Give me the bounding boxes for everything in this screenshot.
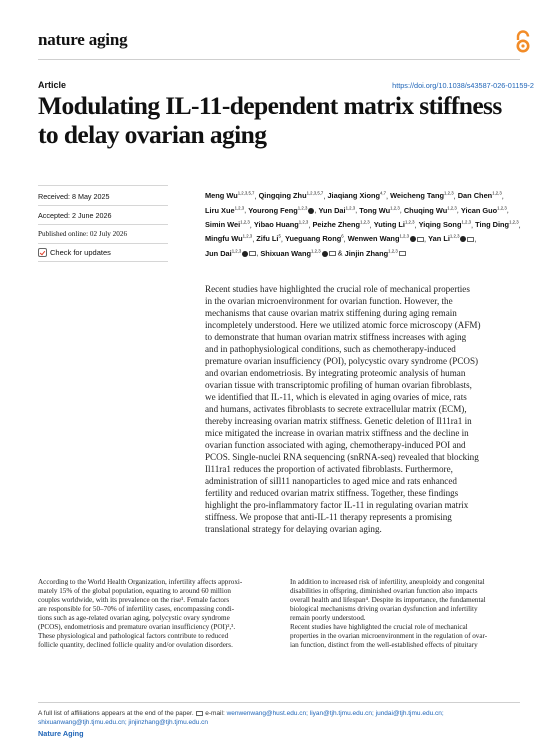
body-text-line: tions such as age-related ovarian aging, polycystic ovary syndrome <box>38 614 230 623</box>
abstract-line: mice mitigated the increase in ovarian matrix stiffness and the decline in <box>205 428 469 438</box>
author-name[interactable]: Yan Li <box>428 234 450 244</box>
article-title <box>38 91 538 149</box>
author-name[interactable]: Yun Dai <box>318 205 346 215</box>
received-date: Received: 8 May 2025 <box>38 192 110 201</box>
orcid-icon[interactable] <box>460 236 466 242</box>
article-type: Article <box>38 80 67 90</box>
meta-rule <box>38 261 168 262</box>
footnote <box>38 709 528 727</box>
abstract-line: mechanisms that cause ovarian matrix stiffening during aging remain <box>205 308 457 318</box>
check-updates-icon <box>38 248 47 257</box>
author-separator: , <box>474 234 477 244</box>
abstract-line: we identified that IL-11, which is elevated in aging ovaries of mice, rats <box>205 392 467 402</box>
author-affiliation: 4,7 <box>380 191 386 196</box>
author-name[interactable]: Yibao Huang <box>253 220 299 229</box>
abstract-line: fertility and reduced ovarian matrix stiffness. Together, these findings <box>205 488 459 498</box>
author-affiliation: 5 <box>278 233 281 239</box>
abstract-line: thereby increasing ovarian matrix stiffness. Genetic deletion of Il11ra1 in <box>205 416 472 426</box>
author-affiliation: 1,2,3 <box>242 233 253 239</box>
author-separator: , <box>280 234 285 244</box>
email-icon[interactable] <box>329 251 336 256</box>
author-separator: , <box>399 205 404 215</box>
author-separator: , <box>369 220 374 229</box>
author-affiliation: 1,2,3 <box>399 233 410 239</box>
author-name[interactable]: Jinjin Zhang <box>344 248 389 258</box>
body-text-line: are responsible for 50–70% of infertility cases, encompassing condi- <box>38 605 235 614</box>
author-separator: , <box>456 205 461 215</box>
author-affiliation: 1,2,3 <box>388 248 398 254</box>
orcid-icon[interactable] <box>410 236 416 242</box>
journal-name[interactable]: nature aging <box>38 30 128 49</box>
author-separator: , <box>414 220 419 229</box>
abstract-line: and humans, activates fibroblasts to secrete extracellular matrix (ECM), <box>205 404 467 414</box>
email-icon[interactable] <box>399 251 406 256</box>
author-affiliation: 1,2,3 <box>311 248 321 254</box>
body-text-line: ian function, distinct from the well-established effects of pituitary <box>290 641 478 650</box>
body-text-line: couples worldwide, with its prevalence on the rise¹. Female factors <box>38 596 230 605</box>
body-text-line: disabilities in offspring, diminished ovarian function also impacts <box>290 587 478 596</box>
author-affiliation: 1,2,3 <box>404 219 415 225</box>
author-separator: , <box>254 191 259 201</box>
check-updates-label: Check for updates <box>50 248 111 257</box>
author-separator: , <box>314 205 319 215</box>
email-label: e-mail: <box>205 710 225 717</box>
body-text-line: These physiological and pathological factors contribute to reduced <box>38 632 229 641</box>
author-name[interactable]: Shixuan Wang <box>260 248 312 258</box>
affiliation-note: A full list of affiliations appears at the end of the paper. <box>38 710 194 717</box>
author-name[interactable]: Tong Wu <box>359 205 391 215</box>
doi-link[interactable]: https://doi.org/10.1038/s43587-026-01159-2 <box>392 81 534 90</box>
author-affiliation: 1,2,3 <box>240 219 250 225</box>
check-for-updates-button[interactable] <box>38 248 111 257</box>
body-text-line: According to the World Health Organization, infertility affects approxi- <box>38 578 243 586</box>
email-links[interactable]: shixuanwang@tjh.tjmu.edu.cn; jinjinzhang@tjh.tjmu.edu.cn <box>38 719 209 726</box>
author-list <box>205 188 525 259</box>
header-rule <box>38 59 520 60</box>
orcid-icon[interactable] <box>242 251 248 257</box>
author-separator: , <box>343 234 348 244</box>
author-name[interactable]: Weicheng Tang <box>390 191 445 201</box>
author-name[interactable]: Yourong Feng <box>248 205 298 215</box>
meta-rule <box>38 243 168 244</box>
author-name[interactable]: Yican Guo <box>460 205 498 215</box>
author-separator: , <box>501 191 504 201</box>
author-separator: & <box>335 248 345 258</box>
abstract-line: premature ovarian insufficiency (POI), polycystic ovary syndrome (PCOS) <box>205 356 479 366</box>
abstract-line: PCOS. Single-nuclei RNA sequencing (snRNA-seq) revealed that blocking <box>205 452 479 462</box>
abstract-line: and ovarian endometriosis. By integrating proteomic analysis of human <box>205 368 466 378</box>
accepted-date: Accepted: 2 June 2026 <box>38 211 112 220</box>
author-name[interactable]: Chuqing Wu <box>403 205 448 215</box>
author-affiliation: 1,2,3 <box>492 191 502 196</box>
abstract-line: stiffness. We propose that anti-IL-11 therapy represents a promising <box>205 512 452 522</box>
author-name[interactable]: Qingqing Zhu <box>258 191 307 201</box>
author-affiliation: 1,2,3 <box>231 248 242 254</box>
author-separator: , <box>385 191 391 201</box>
email-icon[interactable] <box>417 237 424 242</box>
meta-rule <box>38 185 168 186</box>
author-affiliation: 1,2,3 <box>447 205 457 211</box>
author-name[interactable]: Simin Wei <box>205 220 241 229</box>
body-text-line: overall health and lifespan⁴. Despite its importance, the fundamental <box>290 596 486 605</box>
meta-rule <box>38 205 168 206</box>
title-line: Modulating IL-11-dependent matrix stiffness <box>38 91 502 120</box>
body-text-line: In addition to increased risk of infertility, aneuploidy and congenital <box>290 578 485 586</box>
author-name[interactable]: Mingfu Wu <box>205 234 243 244</box>
author-affiliation: 1,2,3 <box>449 233 460 239</box>
author-separator: , <box>256 248 261 258</box>
author-affiliation: 1,2,3 <box>297 205 308 211</box>
body-text-line: follicle quantity, declined follicle quality and/or ovulation disorders. <box>38 641 233 650</box>
body-text-line: properties in the ovarian microenvironment in the regulation of ovar- <box>290 632 488 641</box>
abstract-line: ovarian tissue with transcriptomic profiling of human ovarian fibroblasts, <box>205 380 472 390</box>
title-line: to delay ovarian aging <box>38 120 267 149</box>
abstract-line: Recent studies have highlighted the crucial role of mechanical properties <box>205 284 470 294</box>
abstract-line: to demonstrate that human ovarian matrix stiffness increases with aging <box>205 332 467 342</box>
author-separator: , <box>506 205 509 215</box>
orcid-icon[interactable] <box>322 251 328 257</box>
author-name[interactable]: Jun Dai <box>205 248 232 258</box>
author-affiliation: 6 <box>341 233 344 239</box>
author-affiliation: 1,2,3 <box>298 219 309 225</box>
published-date: Published online: 02 July 2026 <box>38 230 128 238</box>
open-access-icon <box>512 30 534 54</box>
abstract-line: translational strategy for delaying ovarian aging. <box>205 524 382 534</box>
meta-rule <box>38 224 168 225</box>
author-affiliation: 1,2,3 <box>444 191 454 196</box>
author-separator: , <box>249 220 254 229</box>
author-affiliation: 1,2,3 <box>461 219 472 225</box>
author-separator: , <box>323 191 328 201</box>
email-icon <box>196 711 203 716</box>
body-text-line: remain poorly understood. <box>290 614 366 623</box>
footer-journal[interactable]: Nature Aging <box>38 729 84 738</box>
body-column-right <box>290 578 527 650</box>
author-name[interactable]: Liru Xue <box>205 205 235 215</box>
abstract-line: and in pathophysiological conditions, such as chemotherapy-induced <box>205 344 456 354</box>
author-name[interactable]: Jiaqiang Xiong <box>327 191 380 201</box>
abstract <box>205 283 540 535</box>
author-affiliation: 1,2,3 <box>360 219 370 225</box>
author-name[interactable]: Yiqing Song <box>418 220 462 229</box>
author-separator: , <box>355 205 360 215</box>
author-affiliation: 1,2,3 <box>509 219 519 225</box>
author-affiliation: 1,2,3,5,7 <box>237 191 255 196</box>
author-affiliation: 1,2,3 <box>345 205 356 211</box>
author-affiliation: 1,2,3 <box>390 205 400 211</box>
author-name[interactable]: Zifu Li <box>256 234 279 244</box>
author-name[interactable]: Wenwen Wang <box>347 234 400 244</box>
author-separator: , <box>471 220 476 229</box>
body-text-line: (PCOS), endometriosis and premature ovarian insufficiency (POI)²,³. <box>38 623 236 632</box>
email-links[interactable]: wenwenwang@hust.edu.cn; liyan@tjh.tjmu.edu.cn; jundai@tjh.tjmu.edu.cn; <box>226 710 444 717</box>
author-separator: , <box>308 220 313 229</box>
author-name[interactable]: Yuting Li <box>373 220 405 229</box>
abstract-line: highlight the pro-inflammatory factor IL-11 in regulating ovarian matrix <box>205 500 469 510</box>
author-name[interactable]: Dan Chen <box>457 191 493 201</box>
abstract-line: ovarian function associated with aging, chemotherapy-induced POI and <box>205 440 466 450</box>
abstract-line: incompletely understood. Here we utilized atomic force microscopy (AFM) <box>205 320 481 330</box>
author-affiliation: 1,2,3 <box>497 205 507 211</box>
abstract-line: Il11ra1 reduces the proportion of activated fibroblasts. Furthermore, <box>205 464 453 474</box>
author-name[interactable]: Ting Ding <box>475 220 510 229</box>
body-text-line: Recent studies have highlighted the crucial role of mechanical <box>290 623 468 632</box>
author-name[interactable]: Peizhe Zheng <box>312 220 361 229</box>
author-separator: , <box>518 220 521 229</box>
author-affiliation: 1,2,3,5,7 <box>306 191 324 196</box>
body-text-line: mately 15% of the global population, equating to around 60 million <box>38 587 231 596</box>
author-name[interactable]: Yueguang Rong <box>284 234 342 244</box>
body-text-line: biological mechanisms driving ovarian dysfunction and infertility <box>290 605 478 614</box>
author-separator: , <box>424 234 429 244</box>
abstract-line: in the ovarian microenvironment for ovarian function. However, the <box>205 296 453 306</box>
body-column-left <box>38 578 275 650</box>
author-affiliation: 1,2,3 <box>234 205 245 211</box>
abstract-line: administration of siIl11 nanoparticles to aged mice and rats enhanced <box>205 476 457 486</box>
author-separator: , <box>244 205 249 215</box>
author-separator: , <box>453 191 458 201</box>
footnote-rule <box>38 702 520 703</box>
author-name[interactable]: Meng Wu <box>205 191 238 201</box>
author-separator: , <box>252 234 257 244</box>
